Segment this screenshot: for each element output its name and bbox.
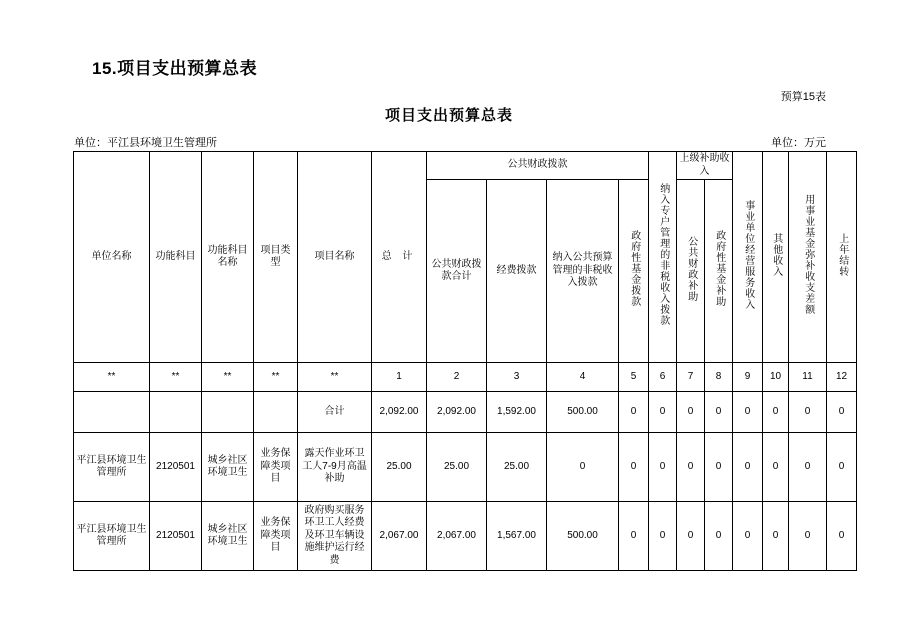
cell-pf-subsidy: 0	[677, 502, 705, 571]
cell-gov-fund-subsidy: 0	[705, 502, 733, 571]
cell-fund-balance: 0	[789, 433, 827, 502]
col-header-function-code-name: 功能科目名称	[202, 152, 254, 363]
cell-function-code-name: 城乡社区环境卫生	[202, 502, 254, 571]
col-header-nontax-income: 纳入公共预算管理的非税收入拨款	[547, 180, 619, 363]
cell-project-type	[254, 392, 298, 433]
cell-business-income: 0	[733, 502, 763, 571]
cell-pf-total: 25.00	[427, 433, 487, 502]
cell-total: 2,092.00	[372, 392, 427, 433]
col-header-total: 总 计	[372, 152, 427, 363]
num-cell: **	[298, 363, 372, 392]
budget-table	[73, 151, 857, 571]
cell-function-code-name: 城乡社区环境卫生	[202, 433, 254, 502]
cell-funding: 25.00	[487, 433, 547, 502]
num-cell: 10	[763, 363, 789, 392]
cell-gov-fund: 0	[619, 433, 649, 502]
col-header-gov-fund: 政府性基金拨款	[619, 180, 649, 363]
cell-other-income: 0	[763, 433, 789, 502]
amount-unit-label: 单位：万元	[771, 137, 826, 149]
cell-carryover: 0	[827, 502, 857, 571]
col-header-unit-name: 单位名称	[74, 152, 150, 363]
cell-business-income: 0	[733, 433, 763, 502]
cell-total: 2,067.00	[372, 502, 427, 571]
cell-gov-fund-subsidy: 0	[705, 392, 733, 433]
page-title: 项目支出预算总表	[384, 107, 513, 124]
unit-name-label: 单位：平江县环境卫生管理所	[74, 137, 217, 149]
col-header-business-income: 事业单位经营服务收入	[733, 152, 763, 363]
cell-nontax-income: 0	[547, 433, 619, 502]
cell-total: 25.00	[372, 433, 427, 502]
budget-form-tag: 预算15表	[780, 91, 826, 103]
num-cell: 3	[487, 363, 547, 392]
num-cell: **	[74, 363, 150, 392]
col-header-fund-balance: 用事业基金弥补收支差额	[789, 152, 827, 363]
cell-function-code: 2120501	[150, 433, 202, 502]
cell-unit-name: 平江县环境卫生管理所	[74, 433, 150, 502]
cell-pf-subsidy: 0	[677, 433, 705, 502]
num-cell: 4	[547, 363, 619, 392]
col-header-pf-subsidy: 公共财政补助	[677, 180, 705, 363]
num-cell: 12	[827, 363, 857, 392]
num-cell: 9	[733, 363, 763, 392]
cell-project-name: 合计	[298, 392, 372, 433]
num-cell: **	[150, 363, 202, 392]
cell-special-account: 0	[649, 433, 677, 502]
num-cell: 2	[427, 363, 487, 392]
num-cell: 11	[789, 363, 827, 392]
cell-fund-balance: 0	[789, 392, 827, 433]
cell-project-type: 业务保障类项目	[254, 502, 298, 571]
num-cell: 6	[649, 363, 677, 392]
col-header-pf-total: 公共财政拨款合计	[427, 180, 487, 363]
cell-unit-name	[74, 392, 150, 433]
section-heading: 15.项目支出预算总表	[92, 59, 258, 78]
cell-function-code	[150, 392, 202, 433]
col-header-project-type: 项目类型	[254, 152, 298, 363]
cell-nontax-income: 500.00	[547, 392, 619, 433]
group-header-public-finance: 公共财政拨款	[427, 152, 649, 180]
column-number-row	[74, 363, 857, 392]
col-header-special-account: 纳入专户管理的非税收入拨款	[649, 152, 677, 363]
cell-funding: 1,592.00	[487, 392, 547, 433]
cell-pf-total: 2,092.00	[427, 392, 487, 433]
cell-fund-balance: 0	[789, 502, 827, 571]
num-cell: 5	[619, 363, 649, 392]
cell-function-code-name	[202, 392, 254, 433]
cell-unit-name: 平江县环境卫生管理所	[74, 502, 150, 571]
col-header-function-code: 功能科目	[150, 152, 202, 363]
cell-project-name: 政府购买服务环卫工人经费及环卫车辆设施维护运行经费	[298, 502, 372, 571]
cell-carryover: 0	[827, 392, 857, 433]
cell-business-income: 0	[733, 392, 763, 433]
cell-gov-fund: 0	[619, 392, 649, 433]
table-row	[74, 502, 857, 571]
cell-gov-fund-subsidy: 0	[705, 433, 733, 502]
cell-special-account: 0	[649, 392, 677, 433]
table-row	[74, 392, 857, 433]
cell-funding: 1,567.00	[487, 502, 547, 571]
table-row	[74, 433, 857, 502]
num-cell: 7	[677, 363, 705, 392]
num-cell: 1	[372, 363, 427, 392]
cell-gov-fund: 0	[619, 502, 649, 571]
num-cell: **	[254, 363, 298, 392]
table-group-header-row	[74, 152, 857, 180]
cell-other-income: 0	[763, 502, 789, 571]
cell-other-income: 0	[763, 392, 789, 433]
cell-carryover: 0	[827, 433, 857, 502]
cell-pf-total: 2,067.00	[427, 502, 487, 571]
col-header-funding: 经费拨款	[487, 180, 547, 363]
group-header-superior-subsidy: 上级补助收入	[677, 152, 733, 180]
num-cell: 8	[705, 363, 733, 392]
cell-function-code: 2120501	[150, 502, 202, 571]
col-header-project-name: 项目名称	[298, 152, 372, 363]
num-cell: **	[202, 363, 254, 392]
cell-special-account: 0	[649, 502, 677, 571]
col-header-gov-fund-subsidy: 政府性基金补助	[705, 180, 733, 363]
cell-project-type: 业务保障类项目	[254, 433, 298, 502]
col-header-other-income: 其他收入	[763, 152, 789, 363]
col-header-carryover: 上年结转	[827, 152, 857, 363]
cell-nontax-income: 500.00	[547, 502, 619, 571]
cell-pf-subsidy: 0	[677, 392, 705, 433]
cell-project-name: 露天作业环卫工人7-9月高温补助	[298, 433, 372, 502]
